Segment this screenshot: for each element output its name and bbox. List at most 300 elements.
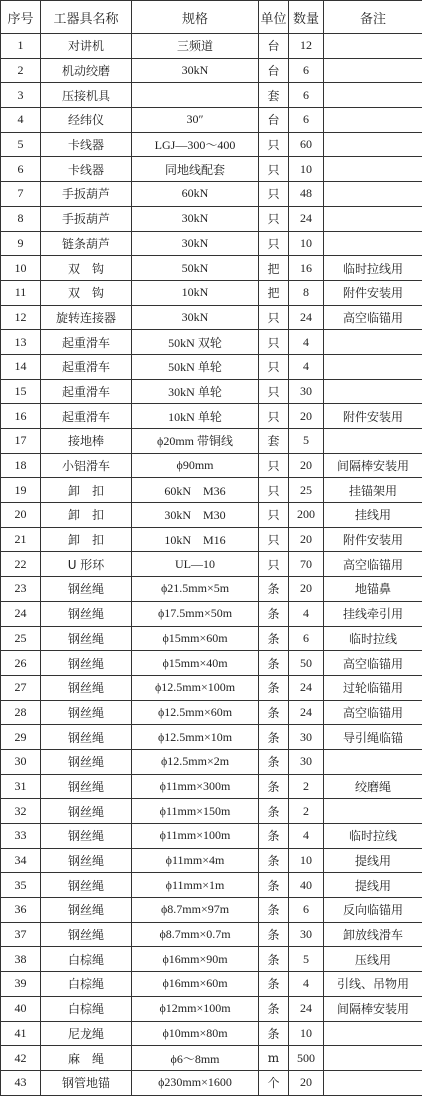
cell-remark xyxy=(324,206,422,231)
cell-unit: 只 xyxy=(259,182,289,207)
cell-unit: m xyxy=(259,1046,289,1071)
cell-no: 1 xyxy=(1,34,41,59)
cell-unit: 只 xyxy=(259,478,289,503)
cell-remark: 附件安装用 xyxy=(324,280,422,305)
cell-remark: 高空临锚用 xyxy=(324,305,422,330)
cell-spec: ϕ11mm×4m xyxy=(132,848,259,873)
cell-unit: 条 xyxy=(259,824,289,849)
cell-qty: 6 xyxy=(289,83,324,108)
cell-no: 9 xyxy=(1,231,41,256)
cell-qty: 4 xyxy=(289,972,324,997)
cell-qty: 60 xyxy=(289,132,324,157)
cell-unit: 条 xyxy=(259,651,289,676)
cell-name: 经纬仪 xyxy=(41,108,132,133)
cell-qty: 6 xyxy=(289,58,324,83)
cell-unit: 条 xyxy=(259,601,289,626)
cell-no: 29 xyxy=(1,725,41,750)
cell-remark: 地锚鼻 xyxy=(324,577,422,602)
header-cell-name: 工器具名称 xyxy=(41,1,132,34)
table-row xyxy=(1,527,422,552)
cell-spec xyxy=(132,83,259,108)
cell-name: 钢丝绳 xyxy=(41,774,132,799)
cell-remark xyxy=(324,799,422,824)
cell-unit: 条 xyxy=(259,848,289,873)
cell-no: 37 xyxy=(1,922,41,947)
cell-unit: 只 xyxy=(259,527,289,552)
cell-name: 尼龙绳 xyxy=(41,1021,132,1046)
cell-spec: 30kN 单轮 xyxy=(132,379,259,404)
cell-unit: 套 xyxy=(259,83,289,108)
table-row xyxy=(1,206,422,231)
cell-name: 旋转连接器 xyxy=(41,305,132,330)
cell-qty: 6 xyxy=(289,108,324,133)
cell-spec: ϕ20mm 带铜线 xyxy=(132,429,259,454)
cell-name: 链条葫芦 xyxy=(41,231,132,256)
cell-remark: 过轮临锚用 xyxy=(324,675,422,700)
cell-no: 34 xyxy=(1,848,41,873)
cell-no: 11 xyxy=(1,280,41,305)
cell-remark: 高空临锚用 xyxy=(324,651,422,676)
cell-remark: 反向临锚用 xyxy=(324,898,422,923)
table-row xyxy=(1,280,422,305)
cell-spec: ϕ90mm xyxy=(132,453,259,478)
table-row xyxy=(1,848,422,873)
cell-name: 起重滑车 xyxy=(41,330,132,355)
table-row xyxy=(1,1070,422,1095)
cell-qty: 8 xyxy=(289,280,324,305)
cell-unit: 条 xyxy=(259,996,289,1021)
cell-spec: 30kN M30 xyxy=(132,503,259,528)
cell-unit: 只 xyxy=(259,503,289,528)
cell-remark: 引线、吊物用 xyxy=(324,972,422,997)
cell-spec: ϕ11mm×1m xyxy=(132,873,259,898)
table-row xyxy=(1,749,422,774)
table-row xyxy=(1,947,422,972)
cell-spec: 60kN M36 xyxy=(132,478,259,503)
cell-no: 17 xyxy=(1,429,41,454)
header-cell-spec: 规格 xyxy=(132,1,259,34)
cell-unit: 只 xyxy=(259,330,289,355)
cell-unit: 只 xyxy=(259,552,289,577)
table-row xyxy=(1,182,422,207)
cell-spec: 30kN xyxy=(132,206,259,231)
cell-spec: ϕ10mm×80m xyxy=(132,1021,259,1046)
cell-name: 双 钩 xyxy=(41,256,132,281)
cell-no: 20 xyxy=(1,503,41,528)
cell-no: 8 xyxy=(1,206,41,231)
cell-unit: 个 xyxy=(259,1070,289,1095)
cell-unit: 条 xyxy=(259,626,289,651)
table-row xyxy=(1,601,422,626)
cell-name: 钢丝绳 xyxy=(41,651,132,676)
cell-unit: 条 xyxy=(259,947,289,972)
cell-spec: ϕ12.5mm×100m xyxy=(132,675,259,700)
cell-name: 钢丝绳 xyxy=(41,848,132,873)
cell-remark xyxy=(324,132,422,157)
cell-spec: ϕ8.7mm×0.7m xyxy=(132,922,259,947)
cell-qty: 30 xyxy=(289,725,324,750)
cell-remark: 高空临锚用 xyxy=(324,552,422,577)
cell-qty: 20 xyxy=(289,527,324,552)
table-row xyxy=(1,972,422,997)
cell-remark xyxy=(324,182,422,207)
cell-spec: ϕ11mm×100m xyxy=(132,824,259,849)
cell-remark xyxy=(324,1070,422,1095)
cell-name: 钢丝绳 xyxy=(41,675,132,700)
cell-qty: 2 xyxy=(289,799,324,824)
cell-unit: 条 xyxy=(259,873,289,898)
header-cell-remark: 备注 xyxy=(324,1,422,34)
table-row xyxy=(1,58,422,83)
cell-name: 钢丝绳 xyxy=(41,601,132,626)
cell-spec: 三频道 xyxy=(132,34,259,59)
cell-no: 6 xyxy=(1,157,41,182)
cell-name: 钢丝绳 xyxy=(41,873,132,898)
cell-qty: 10 xyxy=(289,157,324,182)
cell-unit: 条 xyxy=(259,700,289,725)
cell-spec: ϕ6～8mm xyxy=(132,1046,259,1071)
cell-remark xyxy=(324,108,422,133)
cell-name: 小铝滑车 xyxy=(41,453,132,478)
cell-no: 28 xyxy=(1,700,41,725)
cell-name: 卡线器 xyxy=(41,157,132,182)
cell-qty: 10 xyxy=(289,1021,324,1046)
cell-spec: 30kN xyxy=(132,58,259,83)
cell-no: 12 xyxy=(1,305,41,330)
cell-qty: 200 xyxy=(289,503,324,528)
table-row xyxy=(1,873,422,898)
cell-spec: 30kN xyxy=(132,231,259,256)
header-cell-qty: 数量 xyxy=(289,1,324,34)
cell-no: 13 xyxy=(1,330,41,355)
cell-name: U 形环 xyxy=(41,552,132,577)
cell-no: 2 xyxy=(1,58,41,83)
cell-unit: 条 xyxy=(259,898,289,923)
cell-name: 起重滑车 xyxy=(41,379,132,404)
cell-spec: 50kN 双轮 xyxy=(132,330,259,355)
cell-remark: 临时拉线用 xyxy=(324,256,422,281)
table-row xyxy=(1,256,422,281)
cell-remark xyxy=(324,354,422,379)
cell-qty: 30 xyxy=(289,749,324,774)
cell-name: 钢丝绳 xyxy=(41,577,132,602)
cell-remark xyxy=(324,429,422,454)
cell-unit: 条 xyxy=(259,725,289,750)
cell-remark: 卸放线滑车 xyxy=(324,922,422,947)
table-row xyxy=(1,824,422,849)
cell-no: 21 xyxy=(1,527,41,552)
cell-qty: 10 xyxy=(289,231,324,256)
cell-remark xyxy=(324,34,422,59)
cell-qty: 20 xyxy=(289,453,324,478)
cell-name: 机动绞磨 xyxy=(41,58,132,83)
cell-qty: 4 xyxy=(289,824,324,849)
cell-qty: 50 xyxy=(289,651,324,676)
cell-name: 白棕绳 xyxy=(41,947,132,972)
cell-qty: 30 xyxy=(289,922,324,947)
cell-remark: 高空临锚用 xyxy=(324,700,422,725)
cell-no: 4 xyxy=(1,108,41,133)
cell-remark: 附件安装用 xyxy=(324,404,422,429)
cell-spec: ϕ12.5mm×2m xyxy=(132,749,259,774)
cell-qty: 48 xyxy=(289,182,324,207)
cell-unit: 把 xyxy=(259,280,289,305)
cell-name: 麻 绳 xyxy=(41,1046,132,1071)
cell-qty: 4 xyxy=(289,330,324,355)
cell-remark: 附件安装用 xyxy=(324,527,422,552)
table-row xyxy=(1,675,422,700)
header-row xyxy=(1,1,422,34)
table-row xyxy=(1,34,422,59)
cell-qty: 12 xyxy=(289,34,324,59)
cell-no: 7 xyxy=(1,182,41,207)
cell-qty: 500 xyxy=(289,1046,324,1071)
cell-remark xyxy=(324,749,422,774)
table-body xyxy=(1,34,422,1096)
cell-unit: 台 xyxy=(259,34,289,59)
cell-no: 32 xyxy=(1,799,41,824)
cell-remark: 导引绳临锚 xyxy=(324,725,422,750)
cell-no: 26 xyxy=(1,651,41,676)
cell-unit: 套 xyxy=(259,429,289,454)
cell-remark: 绞磨绳 xyxy=(324,774,422,799)
cell-no: 31 xyxy=(1,774,41,799)
cell-remark: 临时拉线 xyxy=(324,824,422,849)
header-cell-unit: 单位 xyxy=(259,1,289,34)
cell-qty: 5 xyxy=(289,429,324,454)
cell-no: 16 xyxy=(1,404,41,429)
cell-spec: ϕ12.5mm×60m xyxy=(132,700,259,725)
table-row xyxy=(1,503,422,528)
table-row xyxy=(1,725,422,750)
table-row xyxy=(1,577,422,602)
cell-unit: 只 xyxy=(259,157,289,182)
cell-name: 白棕绳 xyxy=(41,996,132,1021)
cell-unit: 条 xyxy=(259,774,289,799)
table-row xyxy=(1,157,422,182)
table-row xyxy=(1,1046,422,1071)
cell-remark: 提线用 xyxy=(324,873,422,898)
table-row xyxy=(1,774,422,799)
cell-no: 25 xyxy=(1,626,41,651)
cell-no: 35 xyxy=(1,873,41,898)
cell-name: 起重滑车 xyxy=(41,354,132,379)
cell-unit: 只 xyxy=(259,379,289,404)
cell-name: 钢管地锚 xyxy=(41,1070,132,1095)
cell-spec: ϕ12.5mm×10m xyxy=(132,725,259,750)
table-row xyxy=(1,799,422,824)
cell-remark: 压线用 xyxy=(324,947,422,972)
cell-unit: 只 xyxy=(259,206,289,231)
cell-name: 卸 扣 xyxy=(41,527,132,552)
cell-qty: 4 xyxy=(289,601,324,626)
cell-no: 27 xyxy=(1,675,41,700)
cell-qty: 24 xyxy=(289,305,324,330)
cell-no: 42 xyxy=(1,1046,41,1071)
cell-unit: 条 xyxy=(259,922,289,947)
cell-name: 接地棒 xyxy=(41,429,132,454)
cell-no: 38 xyxy=(1,947,41,972)
cell-qty: 20 xyxy=(289,577,324,602)
cell-no: 10 xyxy=(1,256,41,281)
cell-name: 起重滑车 xyxy=(41,404,132,429)
cell-remark xyxy=(324,330,422,355)
cell-spec: UL—10 xyxy=(132,552,259,577)
cell-unit: 条 xyxy=(259,799,289,824)
cell-qty: 24 xyxy=(289,675,324,700)
cell-no: 39 xyxy=(1,972,41,997)
cell-unit: 条 xyxy=(259,577,289,602)
cell-remark xyxy=(324,83,422,108)
cell-qty: 4 xyxy=(289,354,324,379)
cell-unit: 只 xyxy=(259,354,289,379)
cell-spec: 30″ xyxy=(132,108,259,133)
cell-no: 15 xyxy=(1,379,41,404)
table-row xyxy=(1,478,422,503)
cell-spec: ϕ15mm×40m xyxy=(132,651,259,676)
table-row xyxy=(1,305,422,330)
cell-spec: LGJ—300～400 xyxy=(132,132,259,157)
cell-unit: 只 xyxy=(259,404,289,429)
cell-unit: 只 xyxy=(259,453,289,478)
table-row xyxy=(1,330,422,355)
cell-name: 卸 扣 xyxy=(41,503,132,528)
cell-unit: 条 xyxy=(259,675,289,700)
cell-no: 43 xyxy=(1,1070,41,1095)
cell-no: 22 xyxy=(1,552,41,577)
cell-name: 双 钩 xyxy=(41,280,132,305)
cell-unit: 只 xyxy=(259,305,289,330)
cell-unit: 只 xyxy=(259,132,289,157)
table-row xyxy=(1,996,422,1021)
cell-remark: 间隔棒安装用 xyxy=(324,453,422,478)
cell-name: 钢丝绳 xyxy=(41,626,132,651)
cell-name: 钢丝绳 xyxy=(41,725,132,750)
cell-qty: 20 xyxy=(289,404,324,429)
cell-name: 卸 扣 xyxy=(41,478,132,503)
cell-qty: 5 xyxy=(289,947,324,972)
cell-spec: ϕ21.5mm×5m xyxy=(132,577,259,602)
cell-remark: 挂锚架用 xyxy=(324,478,422,503)
cell-remark: 挂线牵引用 xyxy=(324,601,422,626)
cell-qty: 16 xyxy=(289,256,324,281)
cell-no: 5 xyxy=(1,132,41,157)
cell-spec: 同地线配套 xyxy=(132,157,259,182)
cell-qty: 24 xyxy=(289,996,324,1021)
table-row xyxy=(1,132,422,157)
cell-unit: 台 xyxy=(259,108,289,133)
cell-no: 40 xyxy=(1,996,41,1021)
cell-spec: ϕ11mm×150m xyxy=(132,799,259,824)
cell-qty: 20 xyxy=(289,1070,324,1095)
cell-qty: 25 xyxy=(289,478,324,503)
table-row xyxy=(1,453,422,478)
cell-unit: 条 xyxy=(259,749,289,774)
table-row xyxy=(1,700,422,725)
cell-spec: ϕ15mm×60m xyxy=(132,626,259,651)
table-row xyxy=(1,626,422,651)
table-row xyxy=(1,108,422,133)
cell-spec: 60kN xyxy=(132,182,259,207)
cell-name: 白棕绳 xyxy=(41,972,132,997)
cell-no: 36 xyxy=(1,898,41,923)
cell-spec: ϕ16mm×90m xyxy=(132,947,259,972)
cell-name: 钢丝绳 xyxy=(41,749,132,774)
cell-spec: 30kN xyxy=(132,305,259,330)
table-row xyxy=(1,429,422,454)
table-row xyxy=(1,404,422,429)
cell-no: 24 xyxy=(1,601,41,626)
cell-remark xyxy=(324,379,422,404)
cell-name: 钢丝绳 xyxy=(41,922,132,947)
table-row xyxy=(1,354,422,379)
cell-remark: 提线用 xyxy=(324,848,422,873)
cell-spec: ϕ12mm×100m xyxy=(132,996,259,1021)
cell-remark xyxy=(324,231,422,256)
cell-qty: 6 xyxy=(289,898,324,923)
cell-remark: 挂线用 xyxy=(324,503,422,528)
table-row xyxy=(1,922,422,947)
cell-remark xyxy=(324,1046,422,1071)
cell-unit: 把 xyxy=(259,256,289,281)
cell-unit: 条 xyxy=(259,1021,289,1046)
cell-name: 手扳葫芦 xyxy=(41,206,132,231)
cell-name: 对讲机 xyxy=(41,34,132,59)
cell-qty: 70 xyxy=(289,552,324,577)
table-row xyxy=(1,83,422,108)
cell-remark: 临时拉线 xyxy=(324,626,422,651)
cell-unit: 台 xyxy=(259,58,289,83)
cell-spec: 50kN xyxy=(132,256,259,281)
cell-qty: 24 xyxy=(289,206,324,231)
cell-name: 钢丝绳 xyxy=(41,799,132,824)
header-cell-no: 序号 xyxy=(1,1,41,34)
cell-no: 41 xyxy=(1,1021,41,1046)
cell-remark xyxy=(324,157,422,182)
table-row xyxy=(1,552,422,577)
cell-no: 23 xyxy=(1,577,41,602)
cell-name: 手扳葫芦 xyxy=(41,182,132,207)
cell-no: 3 xyxy=(1,83,41,108)
cell-qty: 6 xyxy=(289,626,324,651)
cell-qty: 40 xyxy=(289,873,324,898)
cell-spec: ϕ16mm×60m xyxy=(132,972,259,997)
cell-no: 14 xyxy=(1,354,41,379)
cell-name: 卡线器 xyxy=(41,132,132,157)
cell-spec: ϕ8.7mm×97m xyxy=(132,898,259,923)
cell-name: 钢丝绳 xyxy=(41,898,132,923)
cell-no: 18 xyxy=(1,453,41,478)
cell-spec: ϕ11mm×300m xyxy=(132,774,259,799)
cell-qty: 10 xyxy=(289,848,324,873)
cell-remark xyxy=(324,1021,422,1046)
table-row xyxy=(1,1021,422,1046)
cell-spec: 50kN 单轮 xyxy=(132,354,259,379)
table-row xyxy=(1,379,422,404)
cell-qty: 24 xyxy=(289,700,324,725)
cell-qty: 2 xyxy=(289,774,324,799)
cell-remark: 间隔棒安装用 xyxy=(324,996,422,1021)
table-row xyxy=(1,898,422,923)
cell-qty: 30 xyxy=(289,379,324,404)
cell-name: 钢丝绳 xyxy=(41,700,132,725)
cell-name: 钢丝绳 xyxy=(41,824,132,849)
cell-unit: 只 xyxy=(259,231,289,256)
table-row xyxy=(1,651,422,676)
cell-unit: 条 xyxy=(259,972,289,997)
cell-name: 压接机具 xyxy=(41,83,132,108)
cell-spec: ϕ17.5mm×50m xyxy=(132,601,259,626)
